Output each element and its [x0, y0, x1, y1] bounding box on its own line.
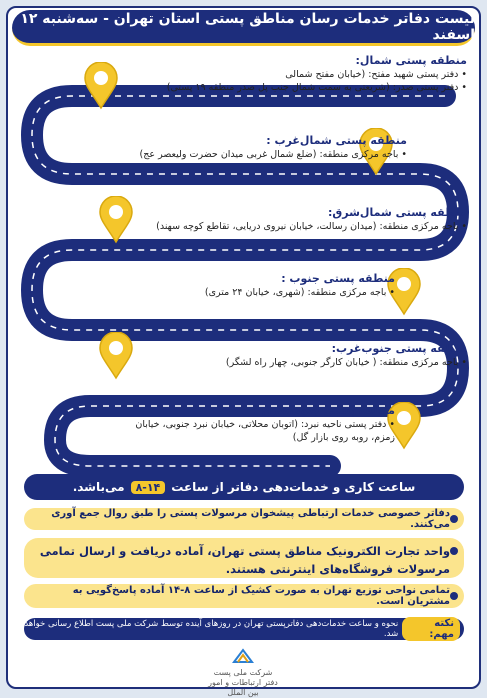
note-private-offices: [24, 508, 464, 530]
region-south: [205, 272, 395, 298]
region-title: منطقه پستی شمال‌غرب :: [266, 134, 407, 147]
region-line: • دفتر پستی ناحیه نبرد: (اتوبان محلاتی، خیابان نبرد جنوبی، خیابان: [135, 419, 395, 430]
region-southwest: [226, 342, 467, 368]
note-text: تمامی نواحی توزیع تهران به صورت کشیک از ساعت ۸-۱۴ آماده پاسخ‌گویی به مشتریان است.: [72, 585, 450, 607]
post-logo: [203, 648, 283, 698]
region-southeast: [135, 404, 395, 443]
region-title: منطقه پستی جنوب :: [281, 272, 395, 285]
page-title: لیست دفاتر خدمات رسان مناطق پستی استان تهران - سه‌شنبه ۱۲ اسفند: [12, 10, 475, 46]
logo-line2: دفتر ارتباطات و امور بین الملل: [208, 678, 278, 697]
hours-chip: ۸-۱۴: [131, 481, 166, 494]
region-northeast: [156, 206, 467, 232]
region-title: منطقه پستی شمال:: [355, 54, 467, 67]
logo-line1: شرکت ملی پست: [213, 668, 273, 677]
region-title: منطقه پستی جنوب‌شرق :: [253, 404, 395, 417]
region-line: • دفتر پستی شهید مفتح: (خیابان مفتح شمالی: [285, 69, 467, 80]
post-logo-icon: [232, 648, 254, 664]
region-line: • باجه مرکزی منطقه: ( خیابان کارگر جنوبی، چهار راه لشگر): [225, 357, 467, 368]
important-note: [24, 618, 464, 640]
bullet-icon: [450, 592, 458, 600]
region-line: • باجه مرکزی منطقه: (شهری، خیابان ۲۴ متری): [204, 287, 395, 298]
hours-text-after: می‌باشد.: [72, 480, 125, 494]
region-line: • باجه مرکزی منطقه: (ضلع شمال غربی میدان حضرت ولیعصر عج): [139, 149, 407, 160]
region-line: زمزم، روبه روی بازار گل): [292, 432, 395, 443]
region-northwest: [140, 134, 407, 160]
note-ecommerce: [24, 538, 464, 578]
hours-text-before: ساعت کاری و خدمات‌دهی دفاتر از ساعت: [171, 480, 416, 494]
region-title: منطقه پستی شمال‌شرق:: [328, 206, 467, 219]
region-line: • باجه مرکزی منطقه: (میدان رسالت، خیابان نیروی دریایی، تقاطع کوچه سهند): [156, 221, 467, 232]
bullet-icon: [450, 515, 458, 523]
office-hours-banner: [24, 474, 464, 500]
map-pin-icon: [98, 332, 134, 380]
note-text: واحد تجارت الکترونیک مناطق پستی تهران، آماده دریافت و ارسال تمامی مرسولات فروشگاه‌های اینترنتی هستند.: [39, 544, 450, 576]
important-badge: نکته مهم:: [402, 617, 460, 641]
note-text: دفاتر خصوصی خدمات ارتباطی پیشخوان مرسولات پستی را طبق روال جمع آوری می‌کنند.: [51, 508, 450, 530]
important-text: نحوه و ساعت خدمات‌دهی دفاترپستی تهران در روزهای آینده توسط شرکت ملی پست اطلاع رسانی خواهد شد.: [24, 619, 399, 639]
note-distribution: [24, 584, 464, 608]
region-north: [167, 54, 467, 93]
map-pin-icon: [83, 62, 119, 110]
region-line: • دفتر پستی صدر: (شریعتی به سمت شمال جنب پل صدر منطقه ۱۹ پستی): [166, 82, 467, 93]
bullet-icon: [450, 547, 458, 555]
map-pin-icon: [98, 196, 134, 244]
region-title: منطقه پستی جنوب‌غرب:: [331, 342, 467, 355]
